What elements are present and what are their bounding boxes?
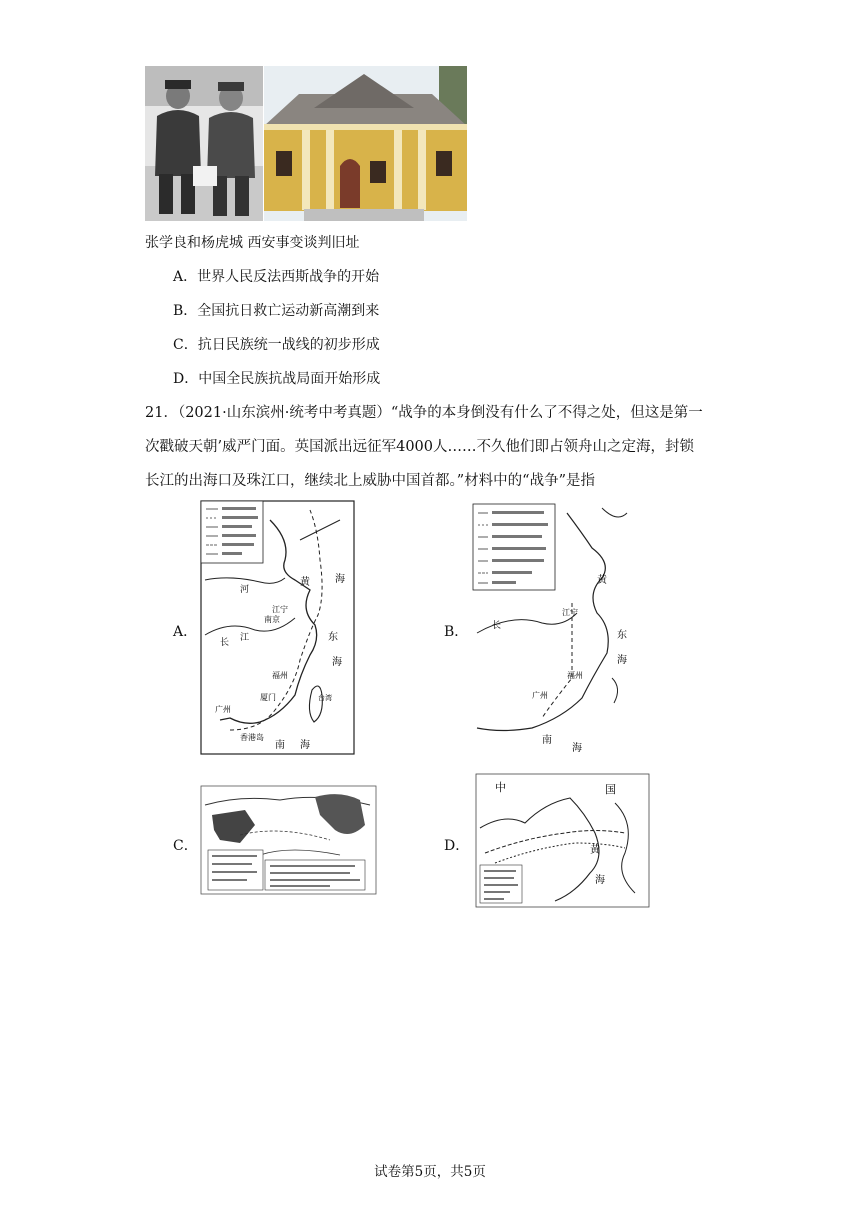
map-a-guangzhou: 广州 bbox=[215, 705, 231, 714]
map-a-fuzhou: 福州 bbox=[272, 671, 288, 680]
map-b-fuzhou: 福州 bbox=[567, 671, 583, 680]
map-b-sea-dong: 东 bbox=[617, 630, 627, 641]
option-text: 抗日民族统一战线的初步形成 bbox=[197, 337, 380, 353]
map-a-sea-hai-3: 海 bbox=[300, 740, 310, 751]
q21-option-b-label[interactable]: B． bbox=[444, 624, 469, 640]
map-a-jiangning: 江宁 bbox=[272, 605, 288, 614]
q21-map-d[interactable] bbox=[475, 773, 650, 908]
q21-map-c[interactable] bbox=[200, 785, 377, 895]
q21-option-d-label[interactable]: D． bbox=[444, 838, 470, 854]
map-b-sea-hai-1: 海 bbox=[617, 655, 627, 666]
option-text: 全国抗日救亡运动新高潮到来 bbox=[197, 303, 380, 319]
map-a-sea-hai-2: 海 bbox=[332, 657, 342, 668]
map-d-huang: 黄 bbox=[590, 845, 600, 856]
q20-option-c[interactable] bbox=[173, 334, 380, 354]
q20-option-d[interactable] bbox=[173, 368, 380, 388]
map-d-hai: 海 bbox=[595, 875, 605, 886]
q21-map-a[interactable] bbox=[200, 500, 355, 755]
figure-caption: 张学良和杨虎城 西安事变谈判旧址 bbox=[145, 235, 360, 251]
map-a-sea-hai-1: 海 bbox=[335, 574, 345, 585]
map-d-zhong: 中 bbox=[495, 781, 506, 794]
map-b-sea-huang: 黄 bbox=[597, 575, 607, 586]
map-b-river-chang: 长 bbox=[492, 621, 502, 631]
map-a-taiwan: 台湾 bbox=[318, 694, 332, 702]
q20-option-b[interactable] bbox=[173, 300, 379, 320]
map-b-sea-nan: 南 bbox=[542, 735, 552, 746]
q21-stem-line-1: 21．（2021·山东滨州·统考中考真题）“战争的本身倒没有什么了不得之处，但这是第一 bbox=[145, 405, 703, 421]
option-letter: B． bbox=[173, 303, 198, 319]
map-a-sea-nan: 南 bbox=[275, 740, 285, 751]
map-a-xiamen: 厦门 bbox=[260, 693, 276, 702]
q21-map-b[interactable] bbox=[472, 503, 632, 755]
q21-stem-line-3: 长江的出海口及珠江口，继续北上威胁中国首都。”材料中的“战争”是指 bbox=[145, 473, 595, 489]
q20-option-a[interactable] bbox=[173, 266, 379, 286]
map-a-sea-huang: 黄 bbox=[300, 577, 310, 588]
option-text: 中国全民族抗战局面开始形成 bbox=[198, 371, 381, 387]
option-letter: C． bbox=[173, 337, 198, 353]
map-a-nanjing: 南京 bbox=[264, 615, 280, 624]
map-a-hongkong: 香港岛 bbox=[240, 733, 264, 742]
map-b-sea-hai-2: 海 bbox=[572, 743, 582, 754]
map-a-river-jiang: 江 bbox=[240, 633, 250, 643]
photo-xian-site bbox=[264, 66, 467, 221]
q21-option-a-label[interactable]: A． bbox=[173, 624, 198, 640]
map-a-sea-dong: 东 bbox=[328, 632, 338, 643]
photo-zhang-yang bbox=[145, 66, 263, 221]
map-b-guangzhou: 广州 bbox=[532, 691, 548, 700]
page-footer: 试卷第5页，共5页 bbox=[374, 1164, 486, 1180]
map-d-guo: 国 bbox=[605, 783, 616, 796]
map-a-river-chang: 长 bbox=[220, 638, 230, 648]
option-letter: A． bbox=[173, 269, 198, 285]
map-a-river-he: 河 bbox=[240, 585, 250, 595]
q21-option-c-label[interactable]: C． bbox=[173, 838, 198, 854]
q21-stem-line-2: 次戳破天朝’威严门面。英国派出远征军4000人……不久他们即占领舟山之定海，封锁 bbox=[145, 439, 695, 455]
option-text: 世界人民反法西斯战争的开始 bbox=[197, 269, 380, 285]
option-letter: D． bbox=[173, 371, 199, 387]
map-b-jiangning: 江宁 bbox=[562, 608, 578, 617]
